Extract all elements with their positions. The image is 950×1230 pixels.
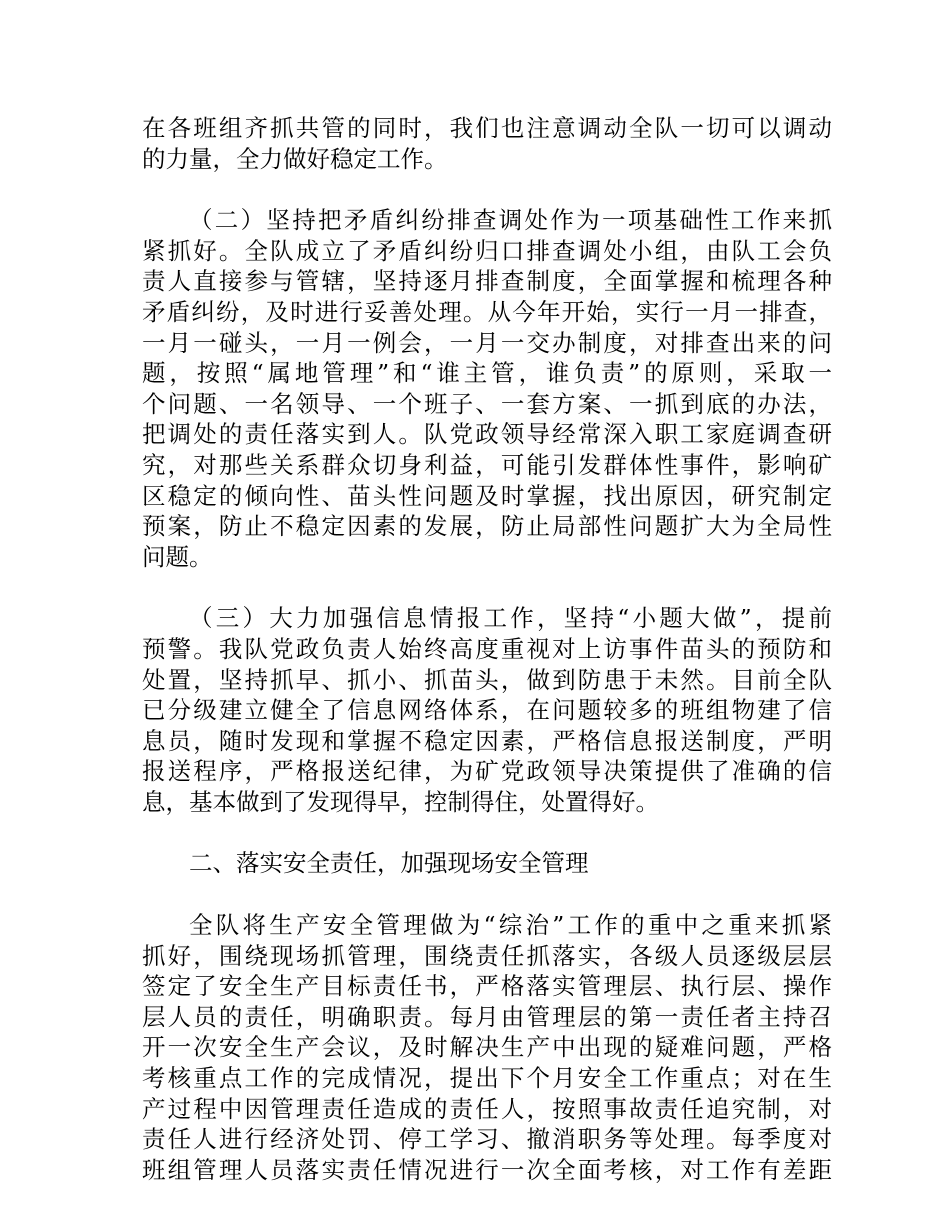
text-line: （二）坚持把矛盾纠纷排查调处作为一项基础性工作来抓 [189, 206, 832, 235]
paragraph-continuation [142, 113, 832, 174]
text-line: 开一次安全生产会议，及时解决生产中出现的疑难问题，严格 [142, 1033, 832, 1062]
text-line: 责任人进行经济处罚、停工学习、撤消职务等处理。每季度对 [142, 1125, 832, 1154]
document-body [142, 113, 832, 1216]
text-line: 问题。 [142, 542, 213, 571]
text-line: 预案，防止不稳定因素的发展，防止局部性问题扩大为全局性 [142, 512, 832, 541]
text-line: 产过程中因管理责任造成的责任人，按照事故责任追究制，对 [142, 1094, 832, 1123]
text-line: 班组管理人员落实责任情况进行一次全面考核，对工作有差距 [142, 1155, 832, 1184]
text-line: 个问题、一名领导、一个班子、一套方案、一抓到底的办法， [142, 389, 832, 418]
section-heading-2 [142, 848, 832, 879]
paragraph-safety [142, 910, 832, 1185]
paragraph-item-2 [142, 205, 832, 572]
text-line: 在各班组齐抓共管的同时，我们也注意调动全队一切可以调动 [142, 114, 832, 142]
text-line: 把调处的责任落实到人。队党政领导经常深入职工家庭调查研 [142, 420, 832, 449]
text-line: 息员，随时发现和掌握不稳定因素，严格信息报送制度，严明 [142, 726, 832, 755]
text-line: 一月一碰头，一月一例会，一月一交办制度，对排查出来的问 [142, 328, 832, 357]
text-line: 报送程序，严格报送纪律，为矿党政领导决策提供了准确的信 [142, 757, 832, 786]
text-line: 题，按照“属地管理”和“谁主管，谁负责”的原则，采取一 [142, 359, 832, 388]
text-line: 的力量，全力做好稳定工作。 [142, 144, 448, 173]
text-line: （三）大力加强信息情报工作，坚持“小题大做”，提前 [189, 604, 832, 633]
text-line: 处置，坚持抓早、抓小、抓苗头，做到防患于未然。目前全队 [142, 665, 832, 694]
text-line: 层人员的责任，明确职责。每月由管理层的第一责任者主持召 [142, 1002, 832, 1031]
text-line: 矛盾纠纷，及时进行妥善处理。从今年开始，实行一月一排查， [142, 297, 832, 326]
text-line: 考核重点工作的完成情况，提出下个月安全工作重点；对在生 [142, 1064, 832, 1093]
text-line: 究，对那些关系群众切身利益，可能引发群体性事件，影响矿 [142, 450, 832, 479]
text-line: 已分级建立健全了信息网络体系，在问题较多的班组物建了信 [142, 696, 832, 725]
paragraph-item-3 [142, 603, 832, 817]
text-line: 责人直接参与管辖，坚持逐月排查制度，全面掌握和梳理各种 [142, 267, 832, 296]
text-line: 息，基本做到了发现得早，控制得住，处置得好。 [142, 787, 659, 816]
text-line: 抓好，围绕现场抓管理，围绕责任抓落实，各级人员逐级层层 [142, 941, 832, 970]
text-line: 区稳定的倾向性、苗头性问题及时掌握，找出原因，研究制定 [142, 481, 832, 510]
text-line: 预警。我队党政负责人始终高度重视对上访事件苗头的预防和 [142, 634, 832, 663]
text-line: 全队将生产安全管理做为“综治”工作的重中之重来抓紧 [189, 911, 832, 940]
text-line: 紧抓好。全队成立了矛盾纠纷归口排查调处小组，由队工会负 [142, 236, 832, 265]
section-heading: 二、落实安全责任，加强现场安全管理 [189, 849, 589, 878]
text-line: 签定了安全生产目标责任书，严格落实管理层、执行层、操作 [142, 972, 832, 1001]
